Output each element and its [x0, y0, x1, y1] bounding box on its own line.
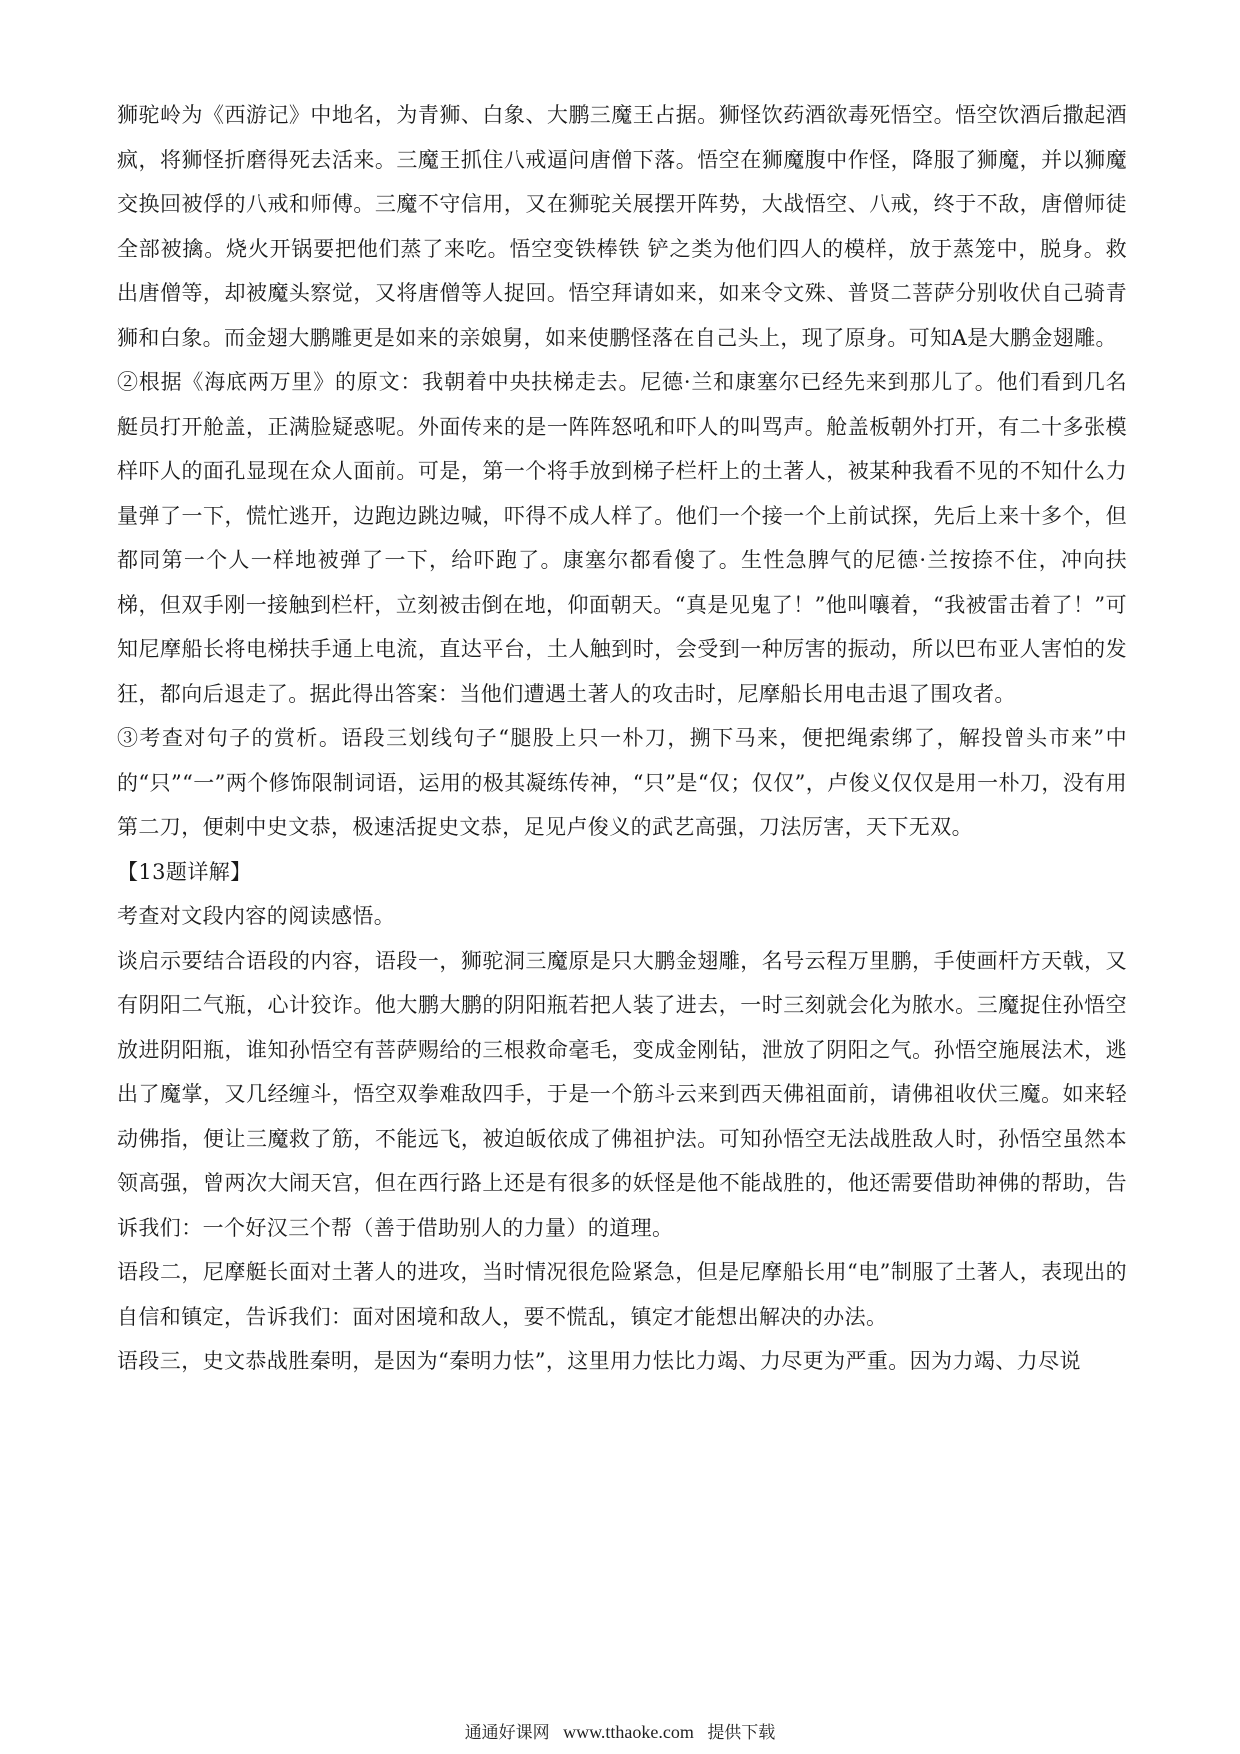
- paragraph-13-segment-2: 语段二，尼摩艇长面对土著人的进攻，当时情况很危险紧急，但是尼摩船长用“电”制服了土著人，表现出的自信和镇定，告诉我们：面对困境和敌人，要不慌乱，镇定才能想出解决的办法。: [117, 1260, 1127, 1329]
- footer-suffix: 提供下载: [707, 1723, 776, 1743]
- document-body: [117, 93, 1127, 1384]
- paragraph-13-intro: 考查对文段内容的阅读感悟。: [117, 904, 396, 928]
- footer-url: www.tthaoke.com: [563, 1722, 694, 1742]
- footer-site-name: 通通好课网: [464, 1723, 550, 1743]
- paragraph-13-segment-3: 语段三，史文恭战胜秦明，是因为“秦明力怯”，这里用力怯比力竭、力尽更为严重。因为力竭、力尽说: [117, 1349, 1081, 1373]
- paragraph-answer-2: ②根据《海底两万里》的原文：我朝着中央扶梯走去。尼德·兰和康塞尔已经先来到那儿了。他们看到几名艇员打开舱盖，正满脸疑惑呢。外面传来的是一阵阵怒吼和吓人的叫骂声。舱盖板朝外打开，有二十多张模样吓人的面孔显现在众人面前。可是，第一个将手放到梯子栏杆上的土著人，被某种我看不见的不知什么力量弹了一下，慌忙逃开，边跑边跳边喊，吓得不成人样了。他们一个接一个上前试探，先后上来十多个，但都同第一个人一样地被弹了一下，给吓跑了。康塞尔都看傻了。生性急脾气的尼德·兰按捺不住，冲向扶梯，但双手刚一接触到栏杆，立刻被击倒在地，仰面朝天。“真是见鬼了！”他叫嚷着，“我被雷击着了！”可知尼摩船长将电梯扶手通上电流，直达平台，土人触到时，会受到一种厉害的振动，所以巴布亚人害怕的发狂，都向后退走了。据此得出答案：当他们遭遇土著人的攻击时，尼摩船长用电击退了围攻者。: [117, 370, 1127, 706]
- section-heading-13: 【13题详解】: [117, 859, 252, 884]
- paragraph-answer-3: ③考查对句子的赏析。语段三划线句子“腿股上只一朴刀，搠下马来，便把绳索绑了，解投曾头市来”中的“只”“一”两个修饰限制词语，运用的极其凝练传神，“只”是“仅；仅仅”，卢俊义仅仅是用一朴刀，没有用第二刀，便刺中史文恭，极速活捉史文恭，足见卢俊义的武艺高强，刀法厉害，天下无双。: [117, 726, 1127, 839]
- paragraph-xiyouji-summary: 狮驼岭为《西游记》中地名，为青狮、白象、大鹏三魔王占据。狮怪饮药酒欲毒死悟空。悟空饮酒后撒起酒疯，将狮怪折磨得死去活来。三魔王抓住八戒逼问唐僧下落。悟空在狮魔腹中作怪，降服了狮魔，并以狮魔交换回被俘的八戒和师傅。三魔不守信用，又在狮驼关展摆开阵势，大战悟空、八戒，终于不敌，唐僧师徒全部被擒。烧火开锅要把他们蒸了来吃。悟空变铁棒铁 铲之类为他们四人的模样，放于蒸笼中，脱身。救出唐僧等，却被魔头察觉，又将唐僧等人捉回。悟空拜请如来，如来令文殊、普贤二菩萨分别收伏自己骑青狮和白象。而金翅大鹏雕更是如来的亲娘舅，如来使鹏怪落在自己头上，现了原身。可知A是大鹏金翅雕。: [117, 103, 1127, 350]
- page-footer: [0, 1718, 1240, 1743]
- paragraph-13-segment-1: 谈启示要结合语段的内容，语段一，狮驼洞三魔原是只大鹏金翅雕，名号云程万里鹏，手使画杆方天戟，又有阴阳二气瓶，心计狡诈。他大鹏大鹏的阴阳瓶若把人装了进去，一时三刻就会化为脓水。三魔捉住孙悟空放进阴阳瓶，谁知孙悟空有菩萨赐给的三根救命毫毛，变成金刚钻，泄放了阴阳之气。孙悟空施展法术，逃出了魔掌，又几经缠斗，悟空双拳难敌四手，于是一个筋斗云来到西天佛祖面前，请佛祖收伏三魔。如来轻动佛指，便让三魔救了筋，不能远飞，被迫皈依成了佛祖护法。可知孙悟空无法战胜敌人时，孙悟空虽然本领高强，曾两次大闹天宫，但在西行路上还是有很多的妖怪是他不能战胜的，他还需要借助神佛的帮助，告诉我们：一个好汉三个帮（善于借助别人的力量）的道理。: [117, 948, 1127, 1240]
